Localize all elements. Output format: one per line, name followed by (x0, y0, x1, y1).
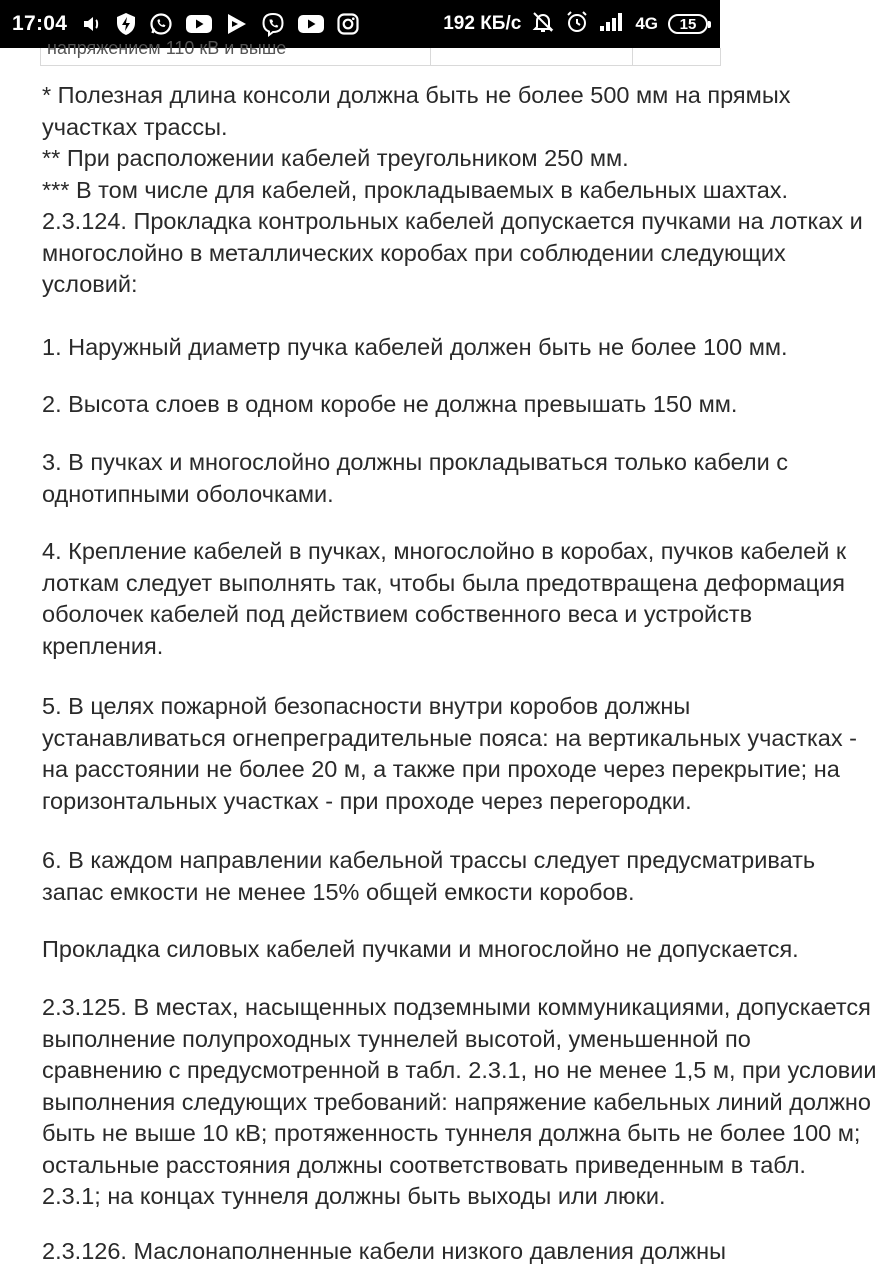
document-content[interactable] (0, 38, 877, 1280)
paragraph-2-3-125 (42, 992, 877, 1213)
list-item-3 (42, 447, 788, 510)
battery-level: 15 (679, 15, 697, 33)
text-line: 2.3.126. Маслонаполненные кабели низкого давления должны (42, 1238, 727, 1264)
text-line: однотипными оболочками. (42, 480, 334, 507)
text-line: запас емкости не менее 15% общей емкости коробов. (42, 878, 635, 905)
list-item-6 (42, 845, 816, 908)
text-line: оболочек кабелей под действием собственного веса и устройств (42, 601, 753, 627)
text-line: на расстоянии не более 20 м, а также при проходе через перекрытие; на (42, 756, 840, 782)
network-type: 4G (635, 14, 658, 33)
text-line: 1. Наружный диаметр пучка кабелей должен быть не более 100 мм. (42, 334, 788, 360)
table-fragment (40, 38, 720, 66)
paragraph-footnotes-2-3-124 (42, 80, 863, 301)
text-line: 4. Крепление кабелей в пучках, многослойно в коробах, пучков кабелей к (42, 538, 847, 564)
text-line: лоткам следует выполнять так, чтобы была предотвращена деформация (42, 569, 846, 596)
mute-icon (531, 10, 555, 39)
text-line: горизонтальных участках - при проходе через перегородки. (42, 787, 692, 814)
text-line: участках трассы. (42, 113, 228, 140)
status-time: 17:04 (12, 12, 68, 35)
text-line: 6. В каждом направлении кабельной трассы следует предусматривать (42, 847, 816, 873)
text-line: * Полезная длина консоли должна быть не более 500 мм на прямых (42, 82, 791, 108)
list-item-4 (42, 536, 847, 662)
text-line: 2. Высота слоев в одном коробе не должна превышать 150 мм. (42, 391, 738, 417)
instagram-icon (337, 13, 359, 35)
text-line: сравнению с предусмотренной в табл. 2.3.1, но не менее 1,5 м, при условии (42, 1057, 877, 1083)
battery-icon (668, 14, 708, 34)
text-line: многослойно в металлических коробах при соблюдении следующих (42, 239, 786, 266)
youtube-icon (185, 14, 213, 34)
text-line: остальные расстояния должны соответствовать приведенным в табл. (42, 1151, 806, 1178)
text-line: 2.3.1; на концах туннеля должны быть выходы или люки. (42, 1183, 666, 1209)
text-line: крепления. (42, 632, 164, 659)
list-item-5 (42, 691, 857, 817)
system-indicators (443, 10, 708, 39)
text-line: 5. В целях пожарной безопасности внутри коробов должны (42, 693, 691, 719)
notification-icons (81, 12, 359, 36)
list-item-2 (42, 389, 742, 421)
text-line: выполнения следующих требований: напряжение кабельных линий должно (42, 1088, 871, 1115)
text-line: устанавливаться огнепреградительные пояса: на вертикальных участках - (42, 724, 857, 751)
text-line: быть не выше 10 кВ; протяженность туннеля должна быть не более 100 м; (42, 1120, 861, 1146)
table-cell-text: напряжением 110 кВ и выше (47, 38, 287, 58)
viber-icon (261, 12, 285, 36)
table-cell (41, 38, 431, 66)
paragraph-power-cables (42, 934, 799, 966)
network-speed: 192 КБ/с (443, 13, 522, 34)
text-line: выполнение полупроходных туннелей высотой, уменьшенной по (42, 1025, 751, 1052)
text-line: *** В том числе для кабелей, прокладываемых в кабельных шахтах. (42, 176, 789, 203)
volume-icon (81, 13, 103, 35)
text-line: Прокладка силовых кабелей пучками и многослойно не допускается. (42, 936, 799, 962)
table-cell (633, 48, 721, 66)
whatsapp-icon (149, 12, 173, 36)
text-line: 3. В пучках и многослойно должны прокладываться только кабели с (42, 449, 788, 475)
youtube-icon (297, 14, 325, 34)
media-player-icon (225, 12, 249, 36)
paragraph-2-3-126 (42, 1236, 742, 1268)
signal-icon (599, 12, 625, 37)
text-line: ** При расположении кабелей треугольником 250 мм. (42, 145, 629, 171)
table-cell (431, 48, 633, 66)
alarm-icon (565, 10, 589, 39)
text-line: 2.3.125. В местах, насыщенных подземными коммуникациями, допускается (42, 994, 871, 1020)
text-line: 2.3.124. Прокладка контрольных кабелей допускается пучками на лотках и (42, 208, 863, 234)
list-item-1 (42, 332, 788, 364)
shield-bolt-icon (115, 12, 137, 36)
text-line: условий: (42, 271, 138, 297)
